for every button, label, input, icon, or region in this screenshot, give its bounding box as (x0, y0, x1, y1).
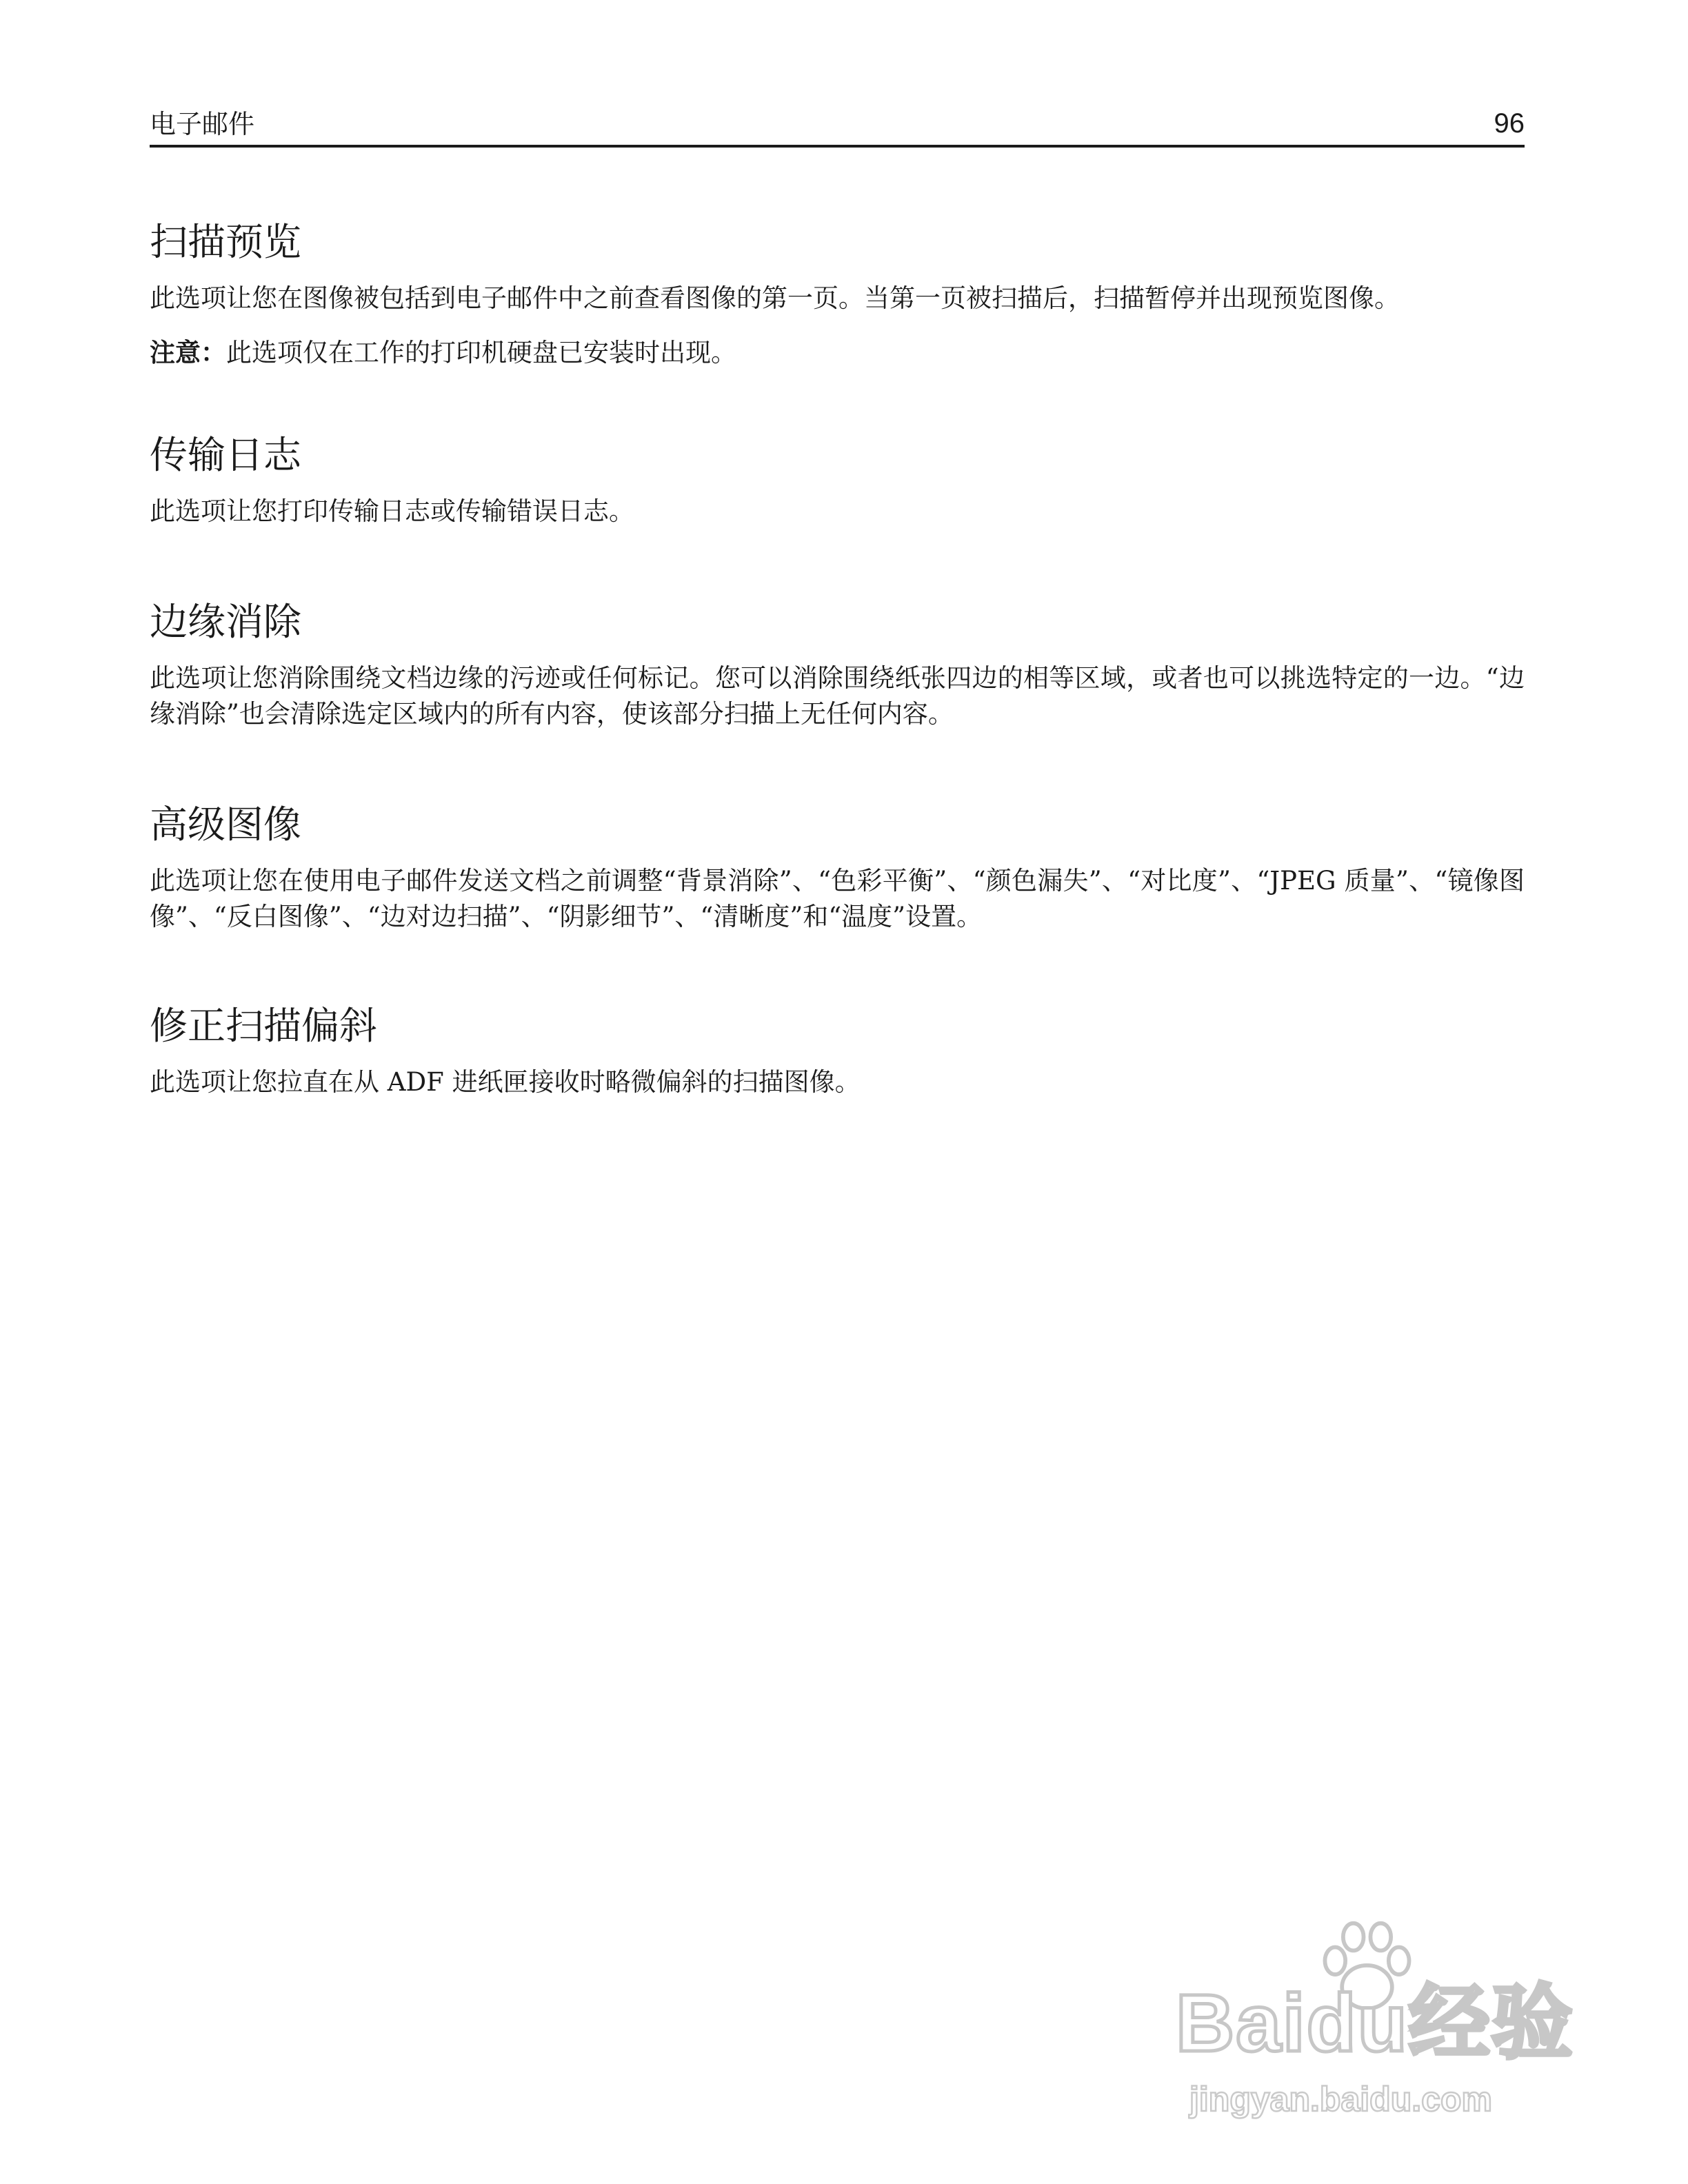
note-label: 注意： (150, 337, 226, 367)
section-paragraph: 此选项让您拉直在从 ADF 进纸匣接收时略微偏斜的扫描图像。 (150, 1067, 861, 1097)
section-paragraph: 此选项让您在图像被包括到电子邮件中之前查看图像的第一页。当第一页被扫描后，扫描暂停并出现预览图像。 (150, 283, 1400, 313)
section-title: 修正扫描偏斜 (150, 1004, 378, 1048)
section-title: 高级图像 (150, 802, 302, 847)
running-header-title: 电子邮件 (150, 109, 255, 139)
section-title: 扫描预览 (150, 220, 302, 264)
section-title: 传输日志 (150, 433, 302, 477)
section-advanced-imaging (150, 800, 1525, 935)
section-deskew (150, 1001, 1525, 1100)
section-title: 边缘消除 (150, 600, 302, 644)
note (150, 334, 1525, 371)
page-header (150, 103, 1525, 148)
section-edge-erase (150, 597, 1525, 732)
watermark-url: jingyan.baidu.com (1189, 2080, 1492, 2119)
section-paragraph: 此选项让您消除围绕文档边缘的污迹或任何标记。您可以消除围绕纸张四边的相等区域，或者也可以挑选特定的一边。“边缘消除”也会清除选定区域内的所有内容，使该部分扫描上无任何内容。 (150, 663, 1525, 729)
note-text: 此选项仅在工作的打印机硬盘已安装时出现。 (226, 338, 736, 367)
section-paragraph: 此选项让您打印传输日志或传输错误日志。 (150, 496, 634, 526)
baidu-jingyan-watermark (1176, 1910, 1589, 2137)
section-scan-preview (150, 217, 1525, 371)
main-content (150, 217, 1525, 1100)
section-transmission-log (150, 430, 1525, 529)
watermark-logo-text: Baidu经验 (1176, 1978, 1574, 2069)
page-number: 96 (1494, 108, 1525, 139)
section-paragraph: 此选项让您在使用电子邮件发送文档之前调整“背景消除”、“色彩平衡”、“颜色漏失”、“对比度”、“JPEG 质量”、“镜像图像”、“反白图像”、“边对边扫描”、“阴影细节”、“清晰度”和“温度”设置。 (150, 866, 1525, 931)
